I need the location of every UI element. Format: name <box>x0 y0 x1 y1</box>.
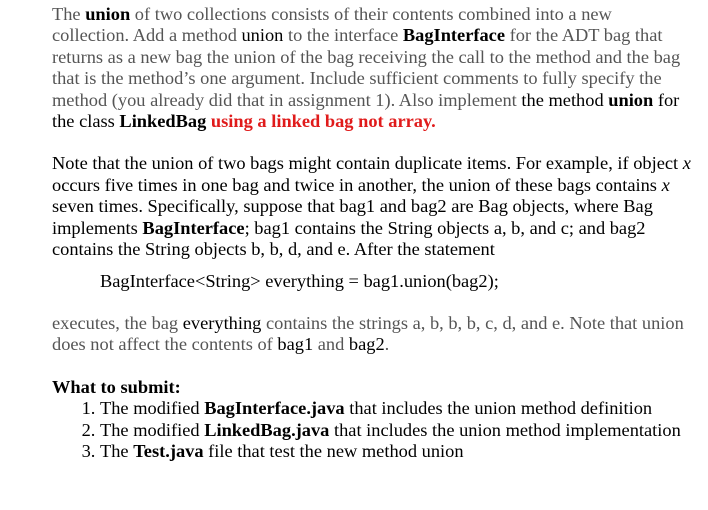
variable-bag2: bag2 <box>348 334 385 355</box>
list-item <box>100 441 692 462</box>
file-name: LinkedBag.java <box>204 419 330 440</box>
variable-x: x <box>682 153 691 174</box>
text-run: for the ADT bag that returns as a new bag the union of the bag receiving the call to the method and the bag that is the method’s one argument. Include sufficient comments to fully specify the method (you already did that in assignment 1). Also implement <box>52 25 681 110</box>
text-run: Note that the union of two bags might contain duplicate items. For example, if object <box>52 153 683 174</box>
text-run: of two collections consists of their contents combined into a new collection. Add a method <box>52 4 612 46</box>
text-run: executes, the bag <box>52 312 183 333</box>
text-run: occurs five times in one bag and twice in another, the union of these bags contains <box>52 174 662 195</box>
assignment-document <box>52 4 692 462</box>
term-union: union <box>85 4 131 24</box>
requirement-highlight: using a linked bag not array. <box>206 111 436 132</box>
text-run: . <box>384 334 390 355</box>
file-name: BagInterface.java <box>204 398 345 419</box>
variable-bag1: bag1 <box>277 334 314 355</box>
submission-list <box>52 398 692 462</box>
text-run: for the class <box>52 89 680 132</box>
submit-heading: What to submit: <box>52 376 181 397</box>
text-run: The <box>100 440 134 461</box>
method-name-union: union <box>241 25 284 46</box>
list-item <box>100 420 692 441</box>
text-run: The modified <box>100 419 205 440</box>
union-definition-paragraph <box>52 4 692 132</box>
interface-name: BagInterface <box>402 25 506 46</box>
variable-everything: everything <box>182 312 262 333</box>
code-statement: BagInterface<String> everything = bag1.union(bag2); <box>100 271 499 292</box>
variable-x: x <box>661 174 670 195</box>
text-run: the method <box>521 89 609 110</box>
text-run: The modified <box>100 398 205 419</box>
text-run: that includes the union method implementation <box>329 419 681 440</box>
term-union: union <box>608 89 654 110</box>
text-run: to the interface <box>283 25 403 46</box>
text-run: seven times. Specifically, suppose that bag1 and bag2 are Bag objects, where Bag implements <box>52 196 653 238</box>
text-run: file that test the new method union <box>203 440 464 461</box>
text-run: ; bag1 contains the String objects a, b, and c; and bag2 contains the String objects b, b, d, and e. After the statement <box>52 217 646 260</box>
text-run: and <box>313 334 349 355</box>
text-run: that includes the union method definition <box>344 398 653 419</box>
list-item <box>100 398 692 419</box>
interface-name: BagInterface <box>142 217 245 238</box>
class-name: LinkedBag <box>119 111 207 132</box>
text-run: contains the strings a, b, b, b, c, d, and e. Note that union does not affect the contents of <box>52 312 684 355</box>
duplicate-items-paragraph <box>52 153 692 260</box>
result-paragraph <box>52 313 692 356</box>
file-name: Test.java <box>133 440 204 461</box>
text-run: The <box>52 4 86 24</box>
